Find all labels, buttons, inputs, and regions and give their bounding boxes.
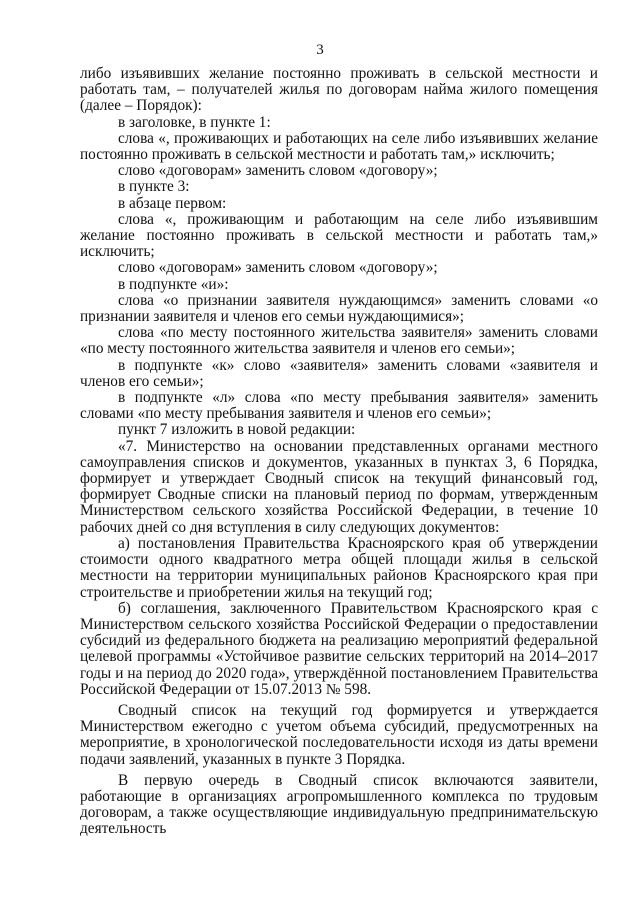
paragraph: а) постановления Правительства Красноярского края об утверждении стоимости одного квадратного метра общей площади жилья в сельской местности на территории муниципальных районов Красноярского края при строительстве и приобретении жилья на текущий год; [80, 534, 598, 601]
paragraph: либо изъявивших желание постоянно проживать в сельской местности и работать там, – получателей жилья по договорам найма жилого помещения (далее – Порядок): [80, 65, 598, 115]
document-body [80, 66, 598, 838]
paragraph: в подпункте «к» слово «заявителя» заменить словами «заявителя и членов его семьи»; [80, 356, 598, 390]
paragraph: б) соглашения, заключенного Правительством Красноярского края с Министерством сельского хозяйства Российской Федерации о предоставлении субсидий из федерального бюджета на реализацию мероприятий федеральной целевой программы «Устойчивое развитие сельских территорий на 2014–2017 годы и на период до 2020 года», утверждённой постановлением Правительства Российской Федерации от 15.07.2013 № 598. [80, 599, 598, 698]
page-number: 3 [316, 42, 324, 58]
paragraph: пункт 7 изложить в новой редакции: [118, 421, 356, 439]
paragraph: слово «договорам» заменить словом «договору»; [118, 162, 438, 180]
paragraph: в абзаце первом: [118, 194, 227, 212]
paragraph: Сводный список на текущий год формируется и утверждается Министерством ежегодно с учетом объема субсидий, предусмотренных на мероприятие, в хронологической последовательности исходя из даты времени подачи заявлений, указанных в пункте 3 Порядка. [80, 701, 598, 768]
paragraph: в пункте 3: [118, 178, 190, 196]
paragraph: в подпункте «и»: [118, 275, 229, 293]
paragraph: «7. Министерство на основании представленных органами местного самоуправления списков и документов, указанных в пунктах 3, 6 Порядка, формирует и утверждает Сводный список на текущий финансовый год, формирует Сводные списки на плановый период по формам, утвержденным Министерством сельского хозяйства Российской Федерации, в течение 10 рабочих дней со дня вступления в силу следующих документов: [80, 437, 598, 536]
paragraph: слова «по месту постоянного жительства заявителя» заменить словами «по месту постоянного жительства заявителя и членов его семьи»; [80, 324, 598, 358]
paragraph: в подпункте «л» слова «по месту пребывания заявителя» заменить словами «по месту пребывания заявителя и членов его семьи»; [80, 389, 598, 423]
paragraph: слова «, проживающих и работающих на селе либо изъявивших желание постоянно проживать в сельской местности и работать там,» исключить; [80, 129, 598, 164]
paragraph: слово «договорам» заменить словом «договору»; [118, 259, 438, 277]
paragraph: в заголовке, в пункте 1: [118, 113, 271, 131]
paragraph: слова «о признании заявителя нуждающимся» заменить словами «о признании заявителя и членов его семьи нуждающимися»; [80, 291, 598, 326]
paragraph: слова «, проживающим и работающим на селе либо изъявившим желание постоянно проживать в сельской местности и работать там,» исключить; [80, 210, 598, 261]
paragraph: В первую очередь в Сводный список включаются заявители, работающие в организациях агропромышленного комплекса по трудовым договорам, а также осуществляющие индивидуальную предпринимательскую деятельность [80, 771, 598, 838]
